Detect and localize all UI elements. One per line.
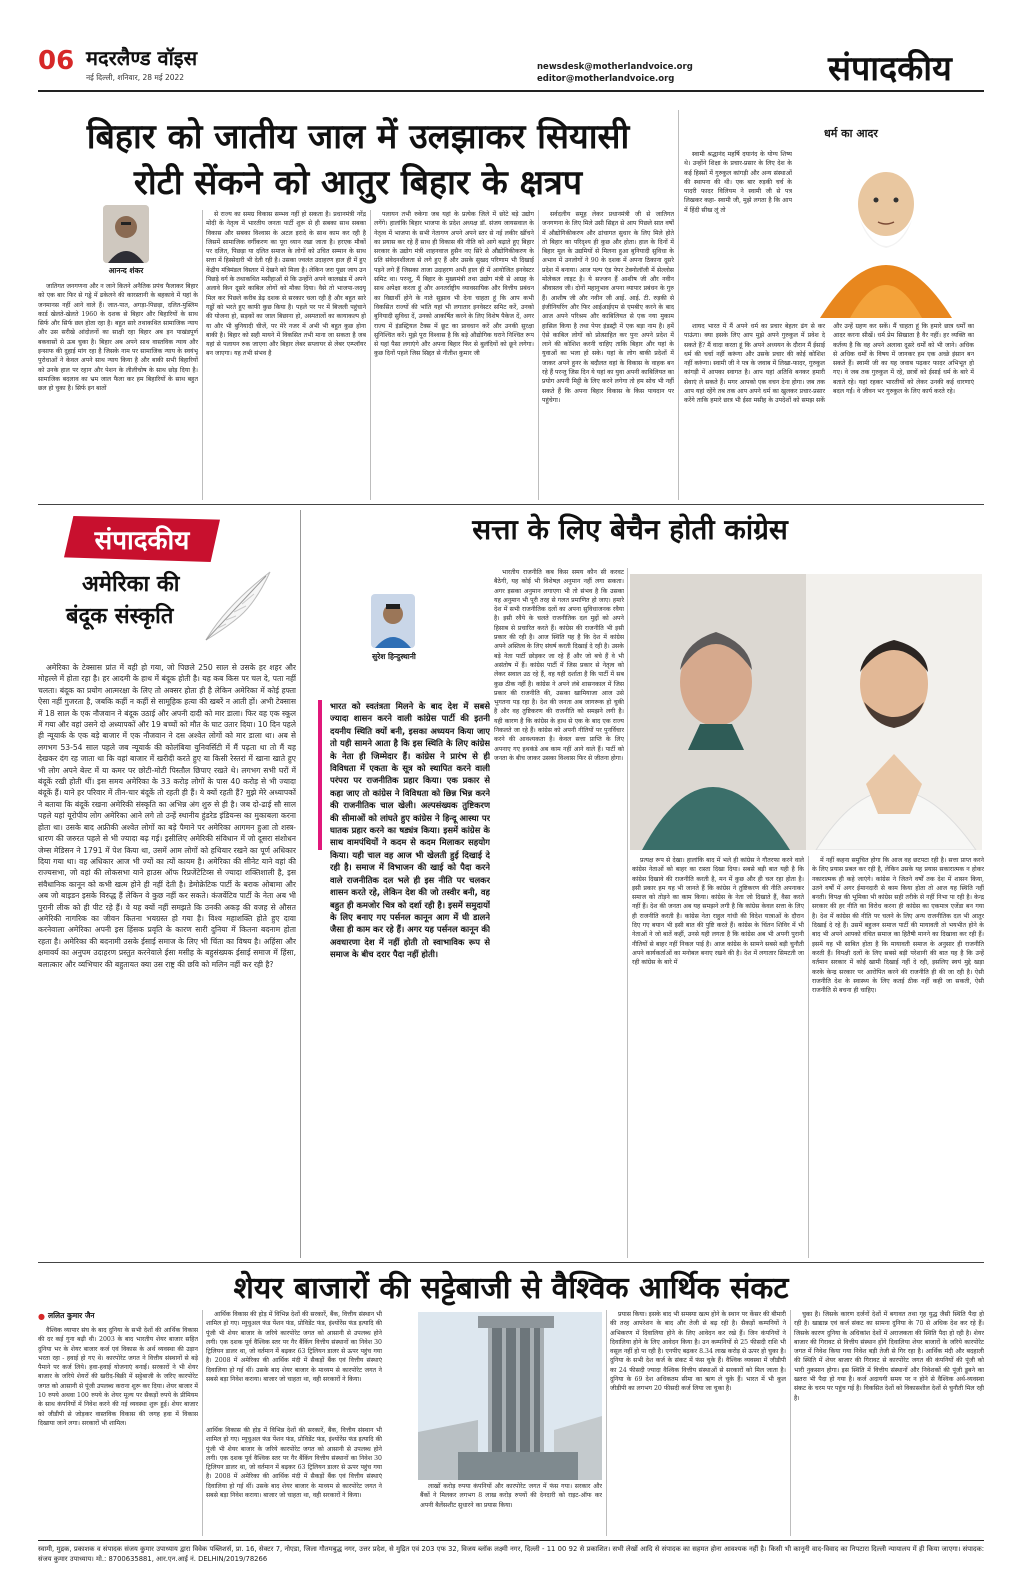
imprint-line: स्वामी, मुद्रक, प्रकाशक व संपादक संजय कुमार उपाध्याय द्वारा विवेक पब्लिशर्स, प्रा. 16, सेक्टर 7, नोएडा, जिला गौतमबुद्ध नगर, उत्तर प्रदेश, से मुद्रित एवं 203 एफ 32, विजय ब्लॉक लक्ष्मी नगर, दिल्ली - 11 00 92 से प्रकाशित। सभी लेखों आदि से संपादक का सहमत होना आवश्यक नहीं है। किसी भी कानूनी वाद-विवाद का निपटारा दिल्ली न्यायालय में ही किया जाएगा। संपादक: संजय कुमार उपाध्याय। मो.: 8700635881, आर.एन.आई नं. DELHIN/2019/78266 [38, 1545, 985, 1563]
lead-headline-line2: रोटी सेंकने को आतुर बिहार के क्षत्रप [133, 163, 583, 203]
email-editor[interactable]: editor@motherlandvoice.org [537, 74, 675, 84]
congress-pullquote: भारत को स्वतंत्रता मिलने के बाद देश में सबसे ज्यादा शासन करने वाली कांग्रेस पार्टी की इतनी दयनीय स्थिति क्यों बनी, इसका अध्ययन किया जाए तो यही सामने आता है कि इस स्थिति के लिए कांग्रेस के नेता ही जिम्मेदार हैं। कांग्रेस ने प्रारंभ से ही विविधता में एकता के सूत्र को स्थापित करने वाली परंपरा पर राजनीतिक प्रहार किया। एक प्रकार से कहा जाए तो कांग्रेस ने विविधता को छिन्न भिन्न करने की राजनीतिक चाल खेली। अल्पसंख्यक तुष्टिकरण की सीमाओं को लांघते हुए कांग्रेस ने हिन्दू आस्था पर घातक प्रहार करने का षड्यंत्र किया। इसमें कांग्रेस के साथ वामपंथियों ने कदम से कदम मिलाकर सहयोग किया। यही चाल वह आज भी खेलती हुई दिखाई दे रही है। समाज में विभाजन की खाई को पैदा करने वाले राजनीतिक दल भले ही इस नीति पर चलकर शासन करते रहे, लेकिन देश की जो तस्वीर बनी, वह बहुत ही कमजोर चित्र को दर्शा रही है। इसमें समुदायों के लिए बनाए गए पर्सनल कानून आग में घी डालने जैसा ही काम कर रहे हैं। अगर यह पर्सनल कानून की अवधारणा देश में नहीं होती तो स्वाभाविक रूप से समाज के बीच दरार पैदा नहीं होती। [330, 701, 490, 960]
stock-exchange-photo [418, 1312, 602, 1480]
author-marker-icon: ● [38, 1312, 45, 1321]
imprint-rule [38, 1540, 984, 1541]
page-number: 06 [38, 46, 75, 76]
lead-column-3: पलायन तभी रुकेगा जब यहां के प्रत्येक जिले में छोटे बड़े उद्योग लगेंगे। हालांकि बिहार भाजपा के प्रदेश अध्यक्ष डॉ. संजय जायसवाल के नेतृत्व में भाजपा के सभी नेतागण अपने अपने स्तर से नई लकीर खींचने का प्रयास कर रहे हैं साथ ही विकास की नीति को आगे बढ़ाते हुए बिहार सरकार के उद्योग मंत्री शाहनवाज हुसैन नए सिरे से औद्योगिकीकरण के प्रति संवेदनशीलता से लगे हुए हैं और उसके सुखद परिणाम भी दिखाई पड़ने लगे हैं जिसका ताजा उदाहरण अभी हाल ही में आयोजित इनवेस्टर समिट था। परन्तु, मैं बिहार के मुख्यमंत्री तथा उद्योग मंत्री से आग्रह के साथ अपेक्षा करता हूं और अनतर्राष्ट्रीय व्यावसायिक और वित्तीय प्रबंधन का विद्यार्थी होने के नाते सुझाव भी देना चाहता हूं कि आप कभी विकसित राज्यों की भांति यहां भी लगातार इनवेस्टर समिट करें, उनको बुनियादी सुविधा दें, उनको आकर्षित करने के लिए विशेष पैकेज दें, अगर राज्य में इंडस्ट्रियल टैक्स में छूट का प्रावधान करें और उनकी सुरक्षा सुनिश्चित करें। मुझे पूरा विश्वास है कि बड़े औद्योगिक घराने निश्चित रूप से यहां पैसा लगाएंगे और अपना बिहार फिर से बुलंदियों को छूने लगेगा। कुछ दिनों पहले जिस सिद्दत से नीतीश कुमार जी [374, 211, 534, 358]
editorial-title-line1: अमेरिका की [82, 572, 180, 597]
paper-name: मदरलैण्ड वॉइस [86, 46, 198, 70]
lead-author: आनन्द शंकर [108, 266, 144, 275]
market-column-1: वैश्विक व्यापार संघ के बाद दुनिया के सभी देशों की आर्थिक विकास की दर कई गुना बढ़ी थी। 2003 के बाद भारतीय शेयर बाजार सहित दुनिया भर के शेयर बाजार कर्ज एवं विकास के अर्थ व्यवस्था की उड़ान भरता रहा - हवाई हो गए थे। कारपोरेट जगत ने वित्तीय संस्थानों से बड़े पैमाने पर कर्ज लिये। हवा-हवाई योजनाएं बनाईं। सरकारों ने भी शेयर बाजार के जरिये शेयरों की खरीद-बिक्री में सट्टेबाजी के जरिए कारपोरेट जगत को आसानी से पूंजी उपलब्ध कराना शुरू कर दिया। शेयर बाजार में 10 रुपये अथवा 100 रुपये के शेयर मूल्य पर सैकड़ों रुपये के प्रीमियम के साथ कंपनियों में निवेश करने की नई व्यवस्था शुरू हुई। शेयर बाजार को जीडीपी से जोड़कर वास्तविक विकास की जगह हवा में विकास दिखाया जाने लगा। सरकारों भी शामिल। [38, 1327, 198, 1427]
market-column-2b: आर्थिक विकास की होड़ में विभिन्न देशों की सरकारें, बैंक, वित्तीय संस्थान भी शामिल हो गए। म्युचुअल फंड पेंशन फंड, प्रोविडेंट फंड, इंश्योरेंस फंड इत्यादि की पूंजी भी शेयर बाजार के जरिये कारपोरेट जगत को आसानी से उपलब्ध होने लगी। एक दशक पूर्व वैश्विक स्तर पर गैर बैंकिंग वित्तीय संस्थानों का निवेश 30 ट्रिलियन डालर था, जो वर्तमान में बढ़कर 63 ट्रिलियन डालर से ऊपर पहुंच गया है। 2008 में अमेरिका की आर्थिक मंदी में सैकड़ों बैंक एवं वित्तीय संस्थाएं दिवालिया हो गई थीं। उसके बाद शेयर बाजार के माध्यम से कारपोरेट जगत ने सबसे बड़ा निवेश कराया। बाजार जो चाहता था, वही सरकारों ने किया। [206, 1427, 382, 1500]
bottom-section-rule [38, 1262, 984, 1263]
sidebar-title: धर्म का आदर [824, 127, 878, 140]
lead-column-1: जातिगत जनगणना और न जाने कितने अनैतिक प्रपंच फैलाकर बिहार को एक बार फिर से गड्ढे में ढकेलने की कारस्तानी के बहकावे में यहां के जनमानस नहीं आने वाले हैं। जात-पात, अगड़ा-पिछड़ा, दलित-मुस्लिम कार्ड खेलते-खेलते 1960 के दशक से बिहार और बिहारियों के साथ सिर्फ और सिर्फ छल होता रहा है। बहुत सारे तथाकथित सामाजिक न्याय और उस सरीखे आंदोलनों का साक्षी रहा बिहार अब इन पाखंडपूर्ण बकवासों से ऊब चुका है। बिहार अब अपने साथ वास्तविक न्याय और इन्साफ की दुहाई मांग रहा है जिसके नाम पर सामाजिक न्याय के स्वयंभू पुरोधाओं ने केवल अपने साथ न्याय किया है और बाकी सभी बिहारियों को उनके हाल पर रहान और पेशन के लीलीचोष के साथ छोड़ दिया है। सामाजिक बदलाव का भ्रम जाल फैला कर हम बिहारियों के साथ बहुत छल हो चुका है। सिर्फ इन बातों [38, 283, 198, 393]
market-column-2: आर्थिक विकास की होड़ में विभिन्न देशों की सरकारें, बैंक, वित्तीय संस्थान भी शामिल हो गए। म्युचुअल फंड पेंशन फंड, प्रोविडेंट फंड, इंश्योरेंस फंड इत्यादि की पूंजी भी शेयर बाजार के जरिये कारपोरेट जगत को आसानी से उपलब्ध होने लगी। एक दशक पूर्व वैश्विक स्तर पर गैर बैंकिंग वित्तीय संस्थानों का निवेश 30 ट्रिलियन डालर था, जो वर्तमान में बढ़कर 63 ट्रिलियन डालर से ऊपर पहुंच गया है। 2008 में अमेरिका की आर्थिक मंदी में सैकड़ों बैंक एवं वित्तीय संस्थाएं दिवालिया हो गई थीं। उसके बाद शेयर बाजार के माध्यम से कारपोरेट जगत ने सबसे बड़ा निवेश कराया। बाजार जो चाहता था, वही सरकारों ने किया। [206, 1311, 382, 1384]
editorial-kicker: संपादकीय [94, 526, 190, 556]
editorial-body: अमेरिका के टेक्सास प्रांत में वही हो गया, जो पिछले 250 साल से उसके हर शहर और मोहल्ले में होता रहा है। हर आदमी के हाथ में बंदूक होती है। यह कब किस पर चल दे, पता नहीं चलता। बंदूक का प्रयोग आत्मरक्षा के लिए तो अक्सर होता ही है लेकिन अमेरिका में कोई हफ्ता ऐसा नहीं गुजरता है, जबकि कहीं न कहीं से सामूहिक हत्या की खबरें न आती हों। अभी टेक्सास में 18 साल के एक नौजवान ने बंदूक उठाई और अपनी दादी को मार डाला। फिर वह एक स्कूल में गया और वहां उसने दो अध्यापकों और 19 बच्चों को मौत के घाट उतार दिया। 10 दिन पहले ही न्यूयार्क के एक बड़े बाजार में एक नौजवान ने दस अश्वेत लोगों को मार डाला था। अब से लगभग 53-54 साल पहले जब न्यूयार्क की कोलंबिया युनिवर्सिटी में मैं पढ़ता था तो मैं यह देखकर दंग रह जाता था कि वहां बाजार में खरीदी करते हुए या किसी रेस्तरां में खाना खाते हुए भी लोग अपने बेल्ट में या कमर पर छोटी-मोटी पिस्तौल छिपाए रखते थे। लगभग सभी घरों में बंदूकें रखी होती थीं। इस समय अमेरिका के 33 करोड़ लोगों के पास 40 करोड़ से भी ज्यादा बंदूकें हैं। याने हर परिवार में तीन-चार बंदूकें तो रहती ही हैं। ये क्यों रहती हैं? मुझे मेरे अध्यापकों ने बताया कि बंदूकें रखना अमेरिकी संस्कृति का अभिन्न अंग शुरु से ही है। जब दो-ढाई सौ साल पहले यहां यूरोपीय लोग अमेरिका आने लगे तो उन्हें स्थानीय हुंडरेड इंडियन्स का मुकाबला करना होता था। उसके बाद अफ्रीकी अश्वेत लोगों का बड़े पैमाने पर अमेरिका आगमन हुआ तो शस्त्र-धारण की जरुरत पहले से भी ज्यादा बढ़ गई। इसीलिए अमेरिकी संविधान में जो दूसरा संशोधन जेम्स मेडिसन ने 1791 में पेश किया था, उसमें आम लोगों को हथियार रखने का पूर्ण अधिकार दिया गया था। वह अधिकार आज भी ज्यों का त्यों कायम है। अमेरिका की सीनेट याने वहां की राज्यसभा, जो वहां की लोकसभा याने हाउस ऑफ रिप्रजेंटेटिव्स से ज्यादा शक्तिशाली है, इस संवैधानिक कानून को कभी खत्म होने ही नहीं देती है। डेमोक्रेटिक पार्टी के बराक ओबामा और अब जो बाइडन इसके विरुद्ध हैं लेकिन वे कुछ नहीं कर सकते। कंजर्वेटिव पार्टी के नेता अब भी पुरानी लीक को ही पीट रहे हैं। वे यह क्यों नहीं समझते कि उनकी अकड़ की वजह से औसत अमेरिकी नागरिक का जीवन कितना भयग्रस्त हो गया है। विश्व महाशक्ति होते हुए दावा करनेवाला अमेरिका अपनी इस हिंसक प्रवृति के कारण सारी दुनिया में कितना बदनाम होता रहता है। अमेरिका की बदनामी उसके ईसाई समाज के लिए भी चिंता का विषय है। अहिंसा और क्षमावर्य का अनुपम उदाहरण प्रस्तुत करनेवाले ईसा मसीह के बहुसंख्यक ईसाई समाज में हिंसा, बलात्कार और व्यभिचार की बहुतायत क्या उस राष्ट्र की छवि को मलिन नहीं कर रही है? [38, 663, 296, 969]
masthead-rule [38, 90, 984, 92]
editorial-title-line2: बंदूक संस्कृति [66, 604, 174, 629]
congress-column-3: में नहीं कहना समुचित होगा कि आज वह छटपटा रही है। सत्ता प्राप्त करने के लिए प्रयास प्रबल कर रही है, लेकिन उसके यह प्रयास सकारात्मक न होकर नकारात्मक ही कहे जाएंगे। कांग्रेस ने जितने वर्षों तक देश में शासन किया, उतने वर्षों में अगर ईमानदारी से काम किया होता तो आज यह स्थिति नहीं बनती। विपक्ष की भूमिका भी कांग्रेस सही तरीके से नहीं निभा पा रही है। केन्द्र सरकार की हर नीति का विरोध करना ही कांग्रेस का एकमात्र एजेंडा बन गया है। देश में कांग्रेस की नीति पर चलने के लिए अन्य राजनीतिक दल भी आतुर दिखाई दे रहे हैं। उसमें बहुजन समाज पार्टी की मायावती तो भयभीत होने के बाद भी अपने आपको वंचित समाज का हितैषी मानने का दिखावा कर रही हैं। इसमें यह भी साबित होता है कि मायावती समाज के अनुसार ही राजनीति करती हैं। विपक्षी दलों के लिए सबसे बड़ी परेशानी की बात यह है कि उन्हें वर्तमान सरकार में कोई खामी दिखाई नहीं दे रही, इसलिए स्वयं मुद्दे खड़ा करके केन्द्र सरकार पर आरोपित करने की राजनीति ही की जा रही है। ऐसी राजनीति देश के स्वास्थ्य के लिए कतई ठीक नहीं कही जा सकती, ऐसी राजनीति से बचना ही चाहिए। [812, 857, 984, 995]
congress-column-2: प्रत्यक्ष रूप से देखा। हालांकि बाद में भले ही कांग्रेस ने गौतरफा करने वाले कांग्रेस नेताओं को बाहर का रास्ता दिखा दिया। सबसे बड़ी बात यही है कि कांग्रेस दिखावे की राजनीति करती है, मन में कुछ और ही चल रहा होता है। इसी प्रकार हम यह भी जानते हैं कि कांग्रेस ने तुष्टिकरण की नीति अपनाकर समाज को तोड़ने का काम किया। कांग्रेस के नेता जो दिखाते हैं, वैसा करते नहीं हैं। देश की जनता अब यह समझने लगी है कि कांग्रेस केवल सत्ता के लिए ही राजनीति करती है। कांग्रेस नेता राहुल गांधी की विदेश यात्राओं के दौरान दिए गए बयान भी इसी बात की पुष्टि करते हैं। कांग्रेस के चिंतन शिविर में भी नेताओं ने जो बातें कहीं, उनसे यही लगता है कि कांग्रेस अब भी अपनी पुरानी नीतियों से बाहर नहीं निकल पाई है। आज कांग्रेस के सामने सबसे बड़ी चुनौती अपने कार्यकर्ताओं का मनोबल बनाए रखने की है। देश में लगातार सिमटती जा रही कांग्रेस के बारे में [632, 857, 804, 967]
email-news[interactable]: newsdesk@motherlandvoice.org [537, 62, 693, 72]
lead-headline-line1: बिहार को जातीय जाल में उलझाकर सियासी [86, 117, 630, 157]
section-title: संपादकीय [828, 49, 952, 89]
sidebar-intro: स्वामी श्रद्धानंद महर्षि दयानंद के योग्य शिष्य थे। उन्होंने शिक्षा के प्रचार-प्रसार के लिए देश के कई हिस्सों में गुरुकुल कांगड़ी और अन्य संस्थाओं की स्थापना की थी। एक बार रुड़की चर्च के पादरी फादर विलियम ने स्वामी जी से पत्र लिखकर कहा- स्वामी जी, मुझे लगता है कि आप में हिंदी सीख लूं तो [684, 151, 792, 214]
sidebar-body: शायद भारत में मैं अपने धर्म का प्रचार बेहतर ढंग से कर पाऊंगा। क्या इसके लिए आप मुझे अपने गुरुकुल में प्रवेश दे सकते हैं? मैं वादा करता हूं कि अपने अध्ययन के दौरान मैं ईसाई धर्म की चर्चा नहीं करूंगा और उसके प्रचार की कोई कोशिश नहीं करूंगा। स्वामी जी ने पत्र के जवाब में लिखा-फादर, गुरुकुल कांगड़ी में आपका स्वागत है। आप यहां अतिथि बनकर हमारी सेवाएं ले सकते हैं। मगर आपको एक वचन देना होगा। जब तक आप यहां रहेंगे तब तक आप अपने धर्म का खुलकर प्रचार-प्रसार करेंगे ताकि हमारे छात्र भी ईसा मसीह के उपदेशों को समझ सकें और उन्हें ग्रहण कर सकें। मैं चाहता हूं कि हमारे छात्र धर्मों का आदर करना सीखें। धर्म प्रेम सिखाता है वैर नहीं। हर व्यक्ति का कर्तव्य है कि वह अपने अलावा दूसरे धर्मों को भी जाने। अधिक से अधिक धर्मों के विषय में जानकर हम एक अच्छे इंसान बन सकते हैं। स्वामी जी का यह जवाब पढ़कर फादर अभिभूत हो गए। वे जब तक गुरुकुल में रहे, छात्रों को ईसाई धर्म के बारे में बताते रहे। यहां रहकर भारतीयों को लेकर उनकी कई धारणाएं बदल गईं। वे जीवन भर गुरुकुल के लिए कार्य करते रहे। [684, 323, 974, 405]
dateline: नई दिल्ली, शनिवार, 28 मई 2022 [86, 73, 185, 82]
quill-pen-icon [196, 566, 276, 646]
congress-column-1: भारतीय राजनीति कब किस समय कौन सी करवट बैठेगी, यह कोई भी विशेषज्ञ अनुमान नहीं लगा सकता। अगर इसका अनुमान लगाएगा भी तो संभव है कि उसका यह अनुमान भी पूरी तरह से गलत प्रमाणित हो जाए। हमारे देश में सभी राजनीतिक दलों का अपना सुविधाजनक रवैया है। इसी रवैये के चलते राजनीतिक दल मुद्दों को अपने हिसाब से प्रचारित करते हैं। कांग्रेस की राजनीति भी इसी प्रकार की रही है। आज स्थिति यह है कि देश में कांग्रेस अपने अस्तित्व के लिए संघर्ष करती दिखाई दे रही है। उसके बड़े नेता पार्टी छोड़कर जा रहे हैं और जो बचे हैं वे भी असंतोष में हैं। कांग्रेस पार्टी में जिस प्रकार से नेतृत्व को लेकर सवाल उठ रहे हैं, वह यही दर्शाता है कि पार्टी में सब कुछ ठीक नहीं है। कांग्रेस ने अपने लंबे शासनकाल में जिस प्रकार की राजनीति की, उसका खामियाजा आज उसे भुगतना पड़ रहा है। देश की जनता अब जागरूक हो चुकी है और वह तुष्टिकरण की राजनीति को समझने लगी है। यही कारण है कि कांग्रेस के हाथ से एक के बाद एक राज्य निकलते जा रहे हैं। कांग्रेस को अपनी नीतियों पर पुनर्विचार करने की आवश्यकता है। केवल सत्ता प्राप्ति के लिए अपनाए गए हथकंडे अब काम नहीं आने वाले हैं। पार्टी को जनता के बीच जाकर उसका विश्वास फिर से जीतना होगा। [494, 569, 624, 762]
author-photo [103, 205, 149, 263]
pink-rule [318, 700, 322, 850]
congress-leaders-photo [630, 574, 982, 850]
market-column-5: चुका है। जिसके कारण दर्जनों देशों में बगावत तथा गृह युद्ध जैसी स्थिति पैदा हो रही है। खाद्यान्न एवं कर्ज संकट का सामना दुनिया के 70 से अधिक देश कर रहे हैं। जिसके कारण दुनिया के अधिकांश देशों में अराजकता की स्थिति पैदा हो रही है। शेयर बाजार की गिरावट से वित्तीय संस्थान होंगे दिवालिया शेयर बाजारों के जरिये कारपोरेट जगत में निवेश किया गया निवेश बड़ी तेजी से गिर रहा है। आर्थिक मंदी और बदहाली की स्थिति में शेयर बाजार की गिरावट से कारपोरेट जगत की कंपनियों की पूंजी को भारी नुकसान होगा। इस स्थिति में वित्तीय संस्थानों और निवेशकों की पूंजी डूबने का खतरा भी पैदा हो गया है। कर्ज अदायगी समय पर न होने से वैश्विक अर्थ-व्यवस्था संकट के चरम पर पहुंच गई है। विकसित देशों को विकासशील देशों से चुनौती मिल रही है। [794, 1311, 984, 1402]
congress-author-photo [371, 594, 415, 648]
market-column-3: लाखों करोड़ रुपया कंपनियों और कारपोरेट जगत में फंस गया। सरकार और बैंकों ने मिलकर लगभग 8 लाख करोड़ रुपयों की देनदारी को राइट-ऑफ कर अपनी बैलेंसशीट सुधारने का प्रयास किया। [420, 1483, 602, 1509]
top-section-rule [38, 504, 984, 505]
sidebar-swami-image [800, 142, 972, 318]
market-column-4: प्रयास किया। इसके बाद भी समस्या खत्म होने के स्थान पर केंसर की बीमारी की तरह आपरेशन के बाद और तेजी से बढ़ रही है। सैकड़ों कम्पनियों ने अभिकरण में दिवालिया होने के लिए आवेदन कर रखे हैं। जिन कंपनियों ने दिवालिया होने के लिए आवेदन किया है। उन कम्पनियों से 25 फीसदी राशि भी वसूल नहीं हो पा रही है। एनपीए बढ़कर 8.34 लाख करोड़ से ऊपर हो चुका है। दुनिया के सभी देश कर्ज के संकट में फंस चुके हैं। वैश्विक व्यवस्था में जीडीपी का 24 फीसदी ज्यादा वैश्विक वित्तीय संस्थाओं से सरकारों को मिल जाता है। दुनिया के 69 देश अधिकतम सीमा का ऋण ले चुके हैं। भारत में भी कुल जीडीपी का लगभग 20 फीसदी कर्ज लिया जा चुका है। [610, 1311, 786, 1393]
market-author: ललित कुमार जैन [48, 1311, 95, 1320]
congress-author: सुरेश हिन्दुस्थानी [372, 652, 416, 661]
lead-column-2: से राज्य का समग्र विकास सम्भव नहीं हो सकता है। प्रधानमंत्री नरेंद्र मोदी के नेतृत्व में भारतीय जनता पार्टी शुरू से ही सबका साथ सबका विकास और सबका विश्वास के अटल इरादे के साथ काम कर रही है जिसमें सामाजिक वर्गीकरण का पूरा ध्यान रखा जाता है। हरएक मौकों पर दलित, पिछड़ा या दलित समाज के लोगों को उचित सम्मान के साथ सत्ता में हिस्सेदारी भी देती रही है। उसका ज्वलंत उदाहरण हाल ही में हुए केंद्रीय मंत्रिमंडल विस्तार में देखने को मिला है। लेकिन जरा पूछा जाय उन पिछड़े वर्ग के तथाकथित मसीहाओं से कि उन्होंने अपने कालखंड में अपने अलावे किन दूसरे काबिल लोगों को मौका दिया। वैसे तो भाजपा-जदयू मिल कर पिछले करीब डेढ़ दशक से सरकार चला रही है और बहुत सारे गड्ढों को भरते हुए काफी कुछ किया है। पहले पर पर में बिजली पहुंचाने की योजना हो, सड़कों का जाल बिछाना हो, अस्पतालों का कायाकल्प हो या और भी बुनियादी चीजें, पर मेरे नजर में अभी भी बहुत कुछ होना बाकी है। बिहार को सही मायने में विकसित तभी माना जा सकता है जब यहां से पलायन रुक जाएगा और बिहार लेबर सप्लायर से लेबर एम्प्लॉयर बन जाएगा। यह तभी संभव है [206, 211, 366, 358]
lead-column-4: सर्वदलीय समूह लेकर प्रधानमंत्री जी से जातिगत जनगणना के लिए मिले उसी सिद्दत से आप पिछले सात वर्षों में औद्योगिकीकरण और ढांचागत सुधार के लिए मिले होते तो बिहार का परिदृश्य ही कुछ और होता। हाल के दिनों में बिहार मूल के उद्यमियों से मिलना हुआ बुनियादी सुविधा के अभाव में उनलोगों ने 90 के दशक में अपना ठिकाना दूसरे प्रदेश में बनाया। आज पल्प एंड पेपर टेक्नोलॉजी में सेल्लोस मोलेकल लाइट है। ये सज्जन हैं आशीष जी और नवीन श्रीवास्तव जी। दोनों महानुभाव अपना व्यापार प्रबंधन के गुरु हैं। आशीष जी और नवीन जी आई. आई. टी. रुड़की से इंजीनियरिंग और फिर आईआईएम से एमबीए करने के बाद आज अपने परिश्रम और काबिलियत से एक नया मुकाम हासिल किया है तथा पेपर इंडस्ट्री में एक बड़ा नाम है। हमें ऐसे काबिल लोगों को प्रोत्साहित कर पुनः अपने प्रदेश में लाने की कोशिश करनी चाहिए ताकि बिहार और यहां के युवाओं का भला हो सके। यहां के लोग बाकी प्रदेशों में जाकर अपने हुनर के बदौलत वहां के विकास के वाहक बन रहे हैं परन्तु जिस दिन ये यहां का युवा अपनी काबिलियत का प्रयोग अपनी मिट्टी के लिए करने लगेगा तो हम सोच भी नहीं सकते हैं कि अपना बिहार विकास के किस पायदान पर पहुंचेगा। [542, 211, 674, 404]
market-headline: शेयर बाजारों की सट्टेबाजी से वैश्विक आर्थिक संकट [233, 1271, 789, 1306]
congress-headline: सत्ता के लिए बेचैन होती कांग्रेस [472, 513, 788, 546]
